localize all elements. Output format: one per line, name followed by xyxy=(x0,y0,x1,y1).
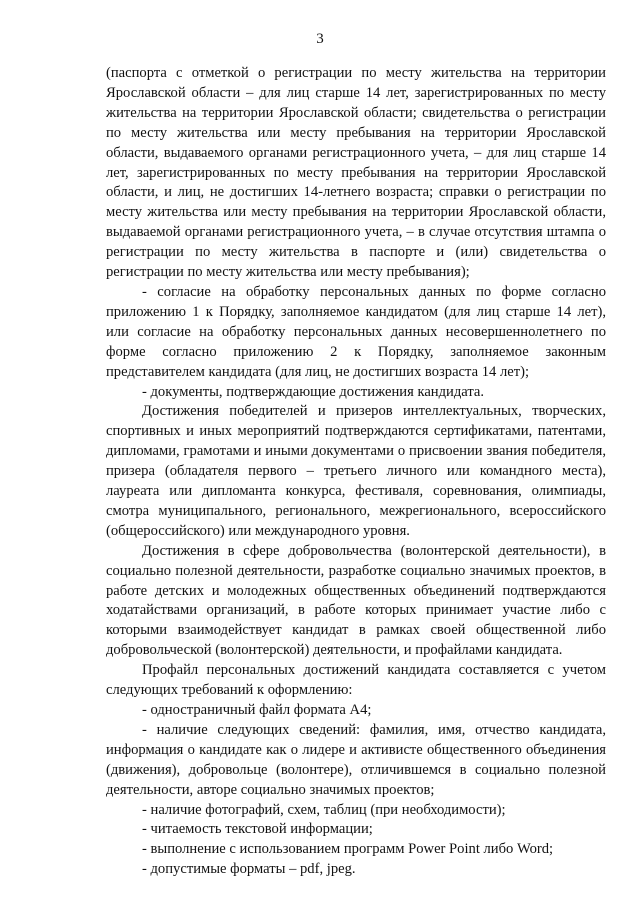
list-item-allowed-formats: - допустимые форматы – pdf, jpeg. xyxy=(142,861,356,878)
paragraph-profile-requirements: Профайл персональных достижений кандидата составляется с учетом следующих требований к оформлению: xyxy=(106,662,606,699)
document-body xyxy=(106,64,606,880)
list-item-photos-schemes-tables: - наличие фотографий, схем, таблиц (при необходимости); xyxy=(142,801,506,818)
list-item-powerpoint-word: - выполнение с использованием программ Power Point либо Word; xyxy=(142,841,554,858)
list-item-required-information: - наличие следующих сведений: фамилия, имя, отчество кандидата, информация о кандидате как о лидере и активисте общественного объединения (движения), добровольце (волонтере), отличившемся в социально полезной деятельности, авторе социально значимых проектов; xyxy=(106,721,606,798)
paragraph-passport-registration: (паспорта с отметкой о регистрации по месту жительства на территории Ярославской области – для лиц старше 14 лет, зарегистрированных по месту жительства на территории Ярославской области; свидетельства о регистрации по месту жительства или месту пребывания на территории Ярославской области, выдаваемого органами регистрационного учета, – для лиц старше 14 лет, зарегистрированных по месту пребывания на территории Ярославской области, и лиц, не достигших 14-летнего возраста; справки о регистрации по месту жительства или месту пребывания на территории Ярославской области, выдаваемой органами регистрационного учета, – в случае отсутствия штампа о регистрации по месту жительства в паспорте и (или) свидетельства о регистрации по месту жительства или месту пребывания); xyxy=(106,65,606,281)
paragraph-achievement-documents: - документы, подтверждающие достижения кандидата. xyxy=(142,383,485,400)
page-number: 3 xyxy=(316,31,324,47)
list-item-single-page-a4: - одностраничный файл формата А4; xyxy=(142,702,372,718)
list-item-text-readability: - читаемость текстовой информации; xyxy=(142,821,373,838)
paragraph-winners-achievements: Достижения победителей и призеров интеллектуальных, творческих, спортивных и иных мероприятий подтверждаются сертификатами, патентами, дипломами, грамотами и иными документами о присвоении звания победителя, призера (обладателя первого – третьего личного или командного места), лауреата или дипломанта конкурса, фестиваля, соревнования, олимпиады, смотра муниципального, регионального, межрегионального, всероссийского (общероссийского) или международного уровня. xyxy=(106,403,606,539)
paragraph-consent-personal-data: - согласие на обработку персональных данных по форме согласно приложению 1 к Порядку, заполняемое кандидатом (для лиц старше 14 лет), или согласие на обработку персональных данных несовершеннолетнего по форме согласно приложению 2 к Порядку, заполняемое законным представителем кандидата (для лиц, не достигших возраста 14 лет); xyxy=(106,283,606,380)
paragraph-volunteer-achievements: Достижения в сфере добровольчества (волонтерской деятельности), в социально полезной деятельности, разработке социально значимых проектов, в работе детских и молодежных общественных объединений подтверждаются ходатайствами организаций, в работе которых принимает участие либо с которыми взаимодействует кандидат в рамках своей общественной либо добровольческой (волонтерской) деятельности, и профайлами кандидата. xyxy=(106,542,606,659)
